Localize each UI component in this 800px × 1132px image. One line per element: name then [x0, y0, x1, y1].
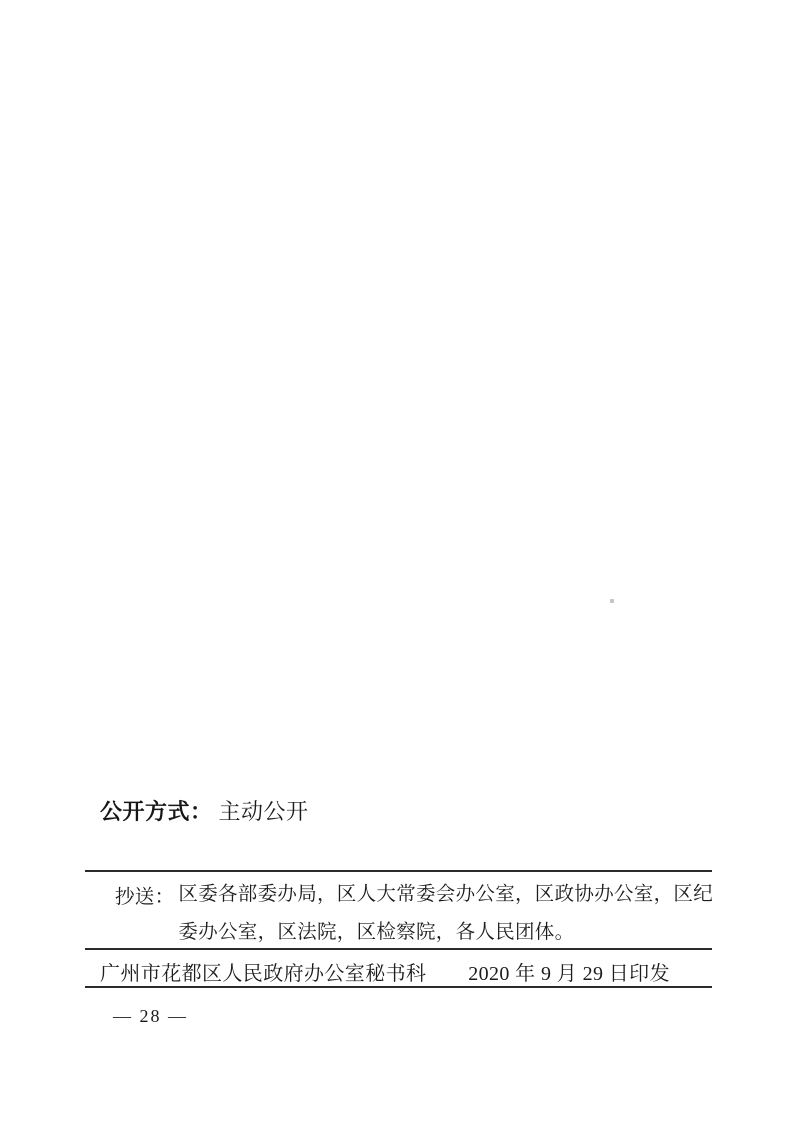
rule-middle	[85, 948, 712, 950]
rule-bottom	[85, 986, 712, 988]
cc-block	[115, 881, 715, 947]
publicity-value: 主动公开	[218, 799, 309, 824]
cc-lines	[178, 881, 713, 947]
imprint-issuer: 广州市花都区人民政府办公室秘书科	[100, 963, 427, 985]
scan-speck	[610, 599, 614, 603]
cc-line-2: 委办公室，区法院，区检察院，各人民团体。	[178, 922, 575, 943]
cc-line-1: 区委各部委办局，区人大常委会办公室，区政协办公室，区纪	[178, 884, 714, 905]
imprint-row	[100, 957, 670, 986]
page-number: — 28 —	[113, 1006, 188, 1026]
publicity-line	[100, 797, 309, 827]
publicity-label: 公开方式：	[100, 799, 213, 824]
cc-label: 抄送：	[115, 887, 175, 908]
imprint-date: 2020 年 9 月 29 日印发	[468, 963, 670, 985]
rule-top	[85, 870, 712, 872]
